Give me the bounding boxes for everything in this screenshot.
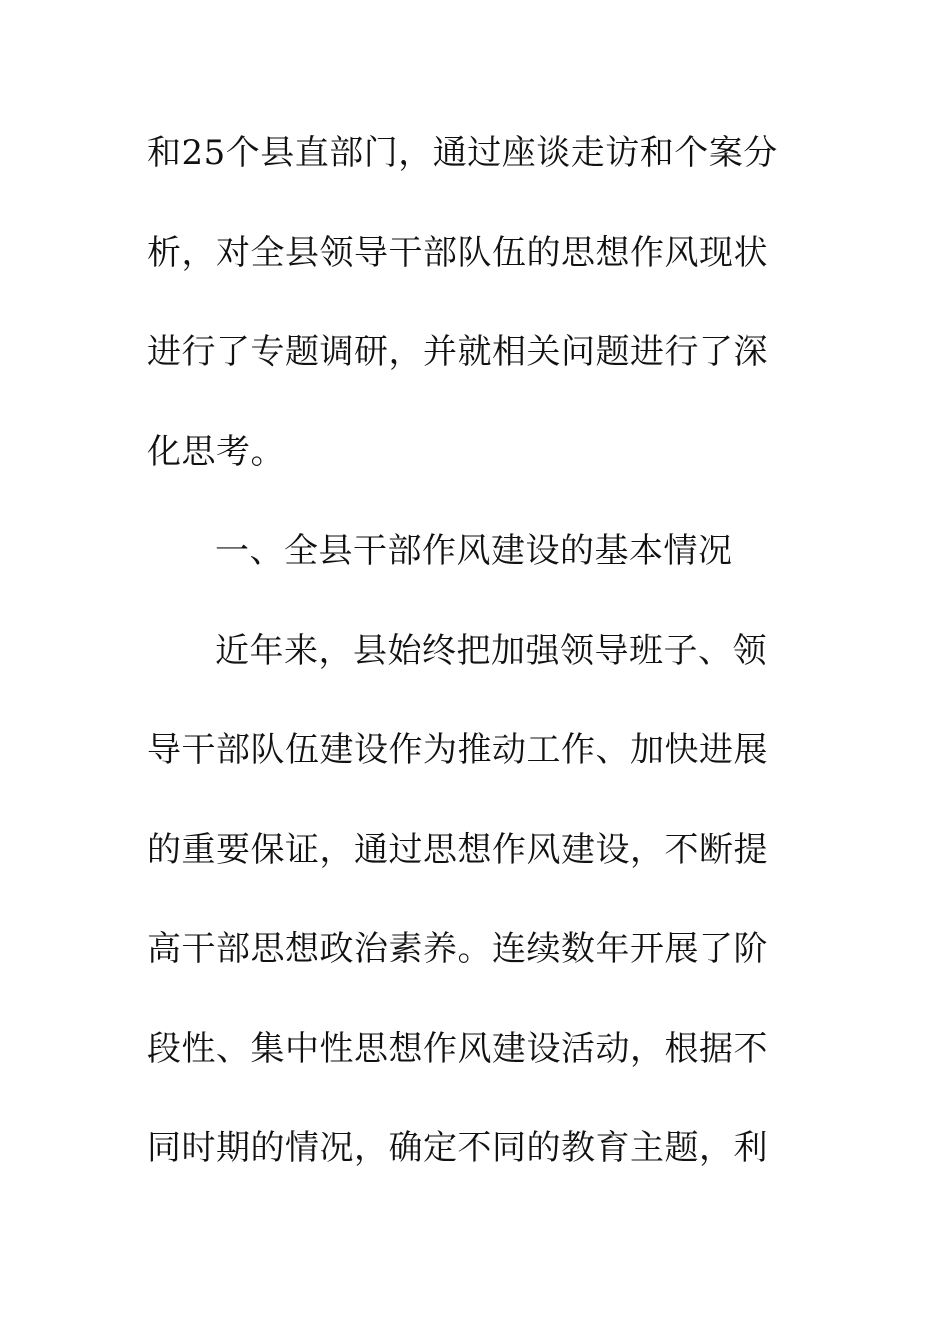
- paragraph-line: 化思考。: [147, 431, 285, 472]
- paragraph-line: 高干部思想政治素养。连续数年开展了阶: [147, 929, 768, 969]
- section-heading: 一、全县干部作风建设的基本情况: [215, 531, 733, 571]
- paragraph-line: 导干部队伍建设作为推动工作、加快进展: [147, 730, 768, 770]
- paragraph-line: 的重要保证，通过思想作风建设，不断提: [147, 829, 768, 870]
- paragraph-line: 近年来，县始终把加强领导班子、领: [215, 630, 767, 671]
- paragraph-line: 和25个县直部门，通过座谈走访和个案分: [147, 133, 778, 173]
- paragraph-line: 段性、集中性思想作风建设活动，根据不: [147, 1028, 768, 1069]
- paragraph-line: 析，对全县领导干部队伍的思想作风现状: [147, 232, 768, 273]
- paragraph-line: 同时期的情况，确定不同的教育主题，利: [147, 1128, 768, 1168]
- body-text: [147, 128, 807, 1223]
- paragraph-line: 进行了专题调研，并就相关问题进行了深: [147, 332, 768, 372]
